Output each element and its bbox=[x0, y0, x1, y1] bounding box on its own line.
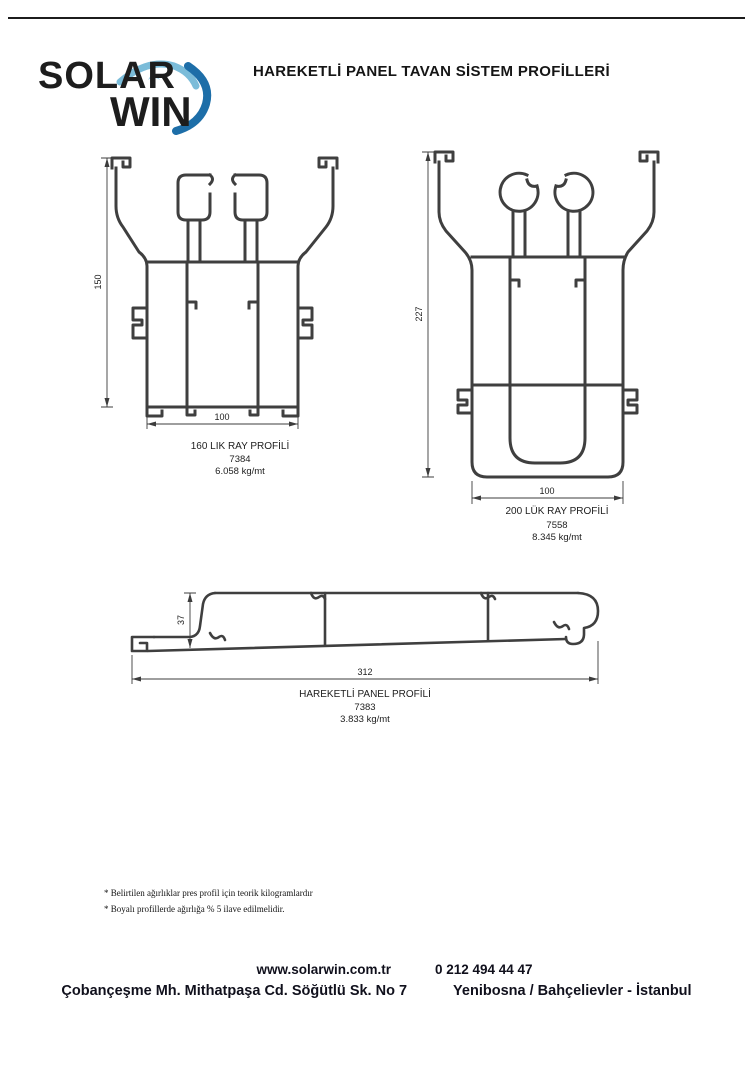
footer-contact-line bbox=[0, 962, 753, 977]
logo-graphic bbox=[36, 46, 226, 138]
footer-address-line bbox=[0, 983, 753, 999]
logo-solar-text: SOLAR bbox=[38, 55, 176, 97]
page-title: HAREKETLİ PANEL TAVAN SİSTEM PROFİLLERİ bbox=[253, 63, 610, 80]
drawing-ray-160 bbox=[92, 142, 352, 487]
panel-height-dim: 37 bbox=[176, 614, 186, 626]
profile-name: 160 LIK RAY PROFİLİ bbox=[190, 441, 290, 452]
ray-160-width-dim: 100 bbox=[214, 412, 230, 422]
panel-labels bbox=[299, 687, 431, 725]
profile-name: 200 LÜK RAY PROFİLİ bbox=[505, 506, 609, 517]
logo-win-text: WIN bbox=[110, 88, 192, 135]
profile-weight: 8.345 kg/mt bbox=[532, 532, 582, 543]
panel-svg bbox=[118, 578, 638, 728]
ray-160-outline bbox=[112, 158, 337, 416]
ray-160-height-dim: 150 bbox=[93, 274, 103, 290]
footer-website: www.solarwin.com.tr bbox=[256, 962, 391, 977]
footnotes bbox=[104, 886, 313, 917]
solarwin-logo bbox=[36, 46, 226, 138]
ray-200-width-dim: 100 bbox=[539, 486, 555, 496]
ray-160-labels bbox=[191, 439, 290, 477]
ray-160-svg bbox=[92, 142, 352, 482]
panel-width-dim: 312 bbox=[357, 667, 373, 677]
panel-outline bbox=[132, 593, 598, 651]
profile-code: 7383 bbox=[354, 702, 376, 713]
ray-200-height-dim: 227 bbox=[414, 306, 424, 322]
page-top-rule bbox=[8, 17, 745, 19]
profile-code: 7384 bbox=[229, 454, 251, 465]
footer-address-street: Çobançeşme Mh. Mithatpaşa Cd. Söğütlü Sk. No 7 bbox=[61, 983, 408, 999]
ray-200-outline bbox=[435, 152, 658, 477]
profile-weight: 6.058 kg/mt bbox=[215, 466, 265, 477]
drawing-panel bbox=[118, 578, 638, 733]
footer-phone: 0 212 494 44 47 bbox=[434, 962, 533, 977]
ray-200-labels bbox=[505, 504, 608, 543]
drawing-ray-200 bbox=[412, 142, 682, 567]
footnote-weights: * Belirtilen ağırlıklar pres profil için teorik kilogramlardır bbox=[104, 888, 313, 898]
footnote-painted: * Boyalı profillerde ağırlığa % 5 ilave edilmelidir. bbox=[104, 903, 285, 914]
ray-200-svg bbox=[412, 142, 682, 562]
profile-name: HAREKETLİ PANEL PROFİLİ bbox=[299, 689, 431, 700]
footer-address-district: Yenibosna / Bahçelievler - İstanbul bbox=[453, 983, 692, 999]
profile-weight: 3.833 kg/mt bbox=[340, 714, 390, 725]
ray-200-dimensions bbox=[414, 152, 623, 504]
profile-code: 7558 bbox=[546, 520, 568, 531]
